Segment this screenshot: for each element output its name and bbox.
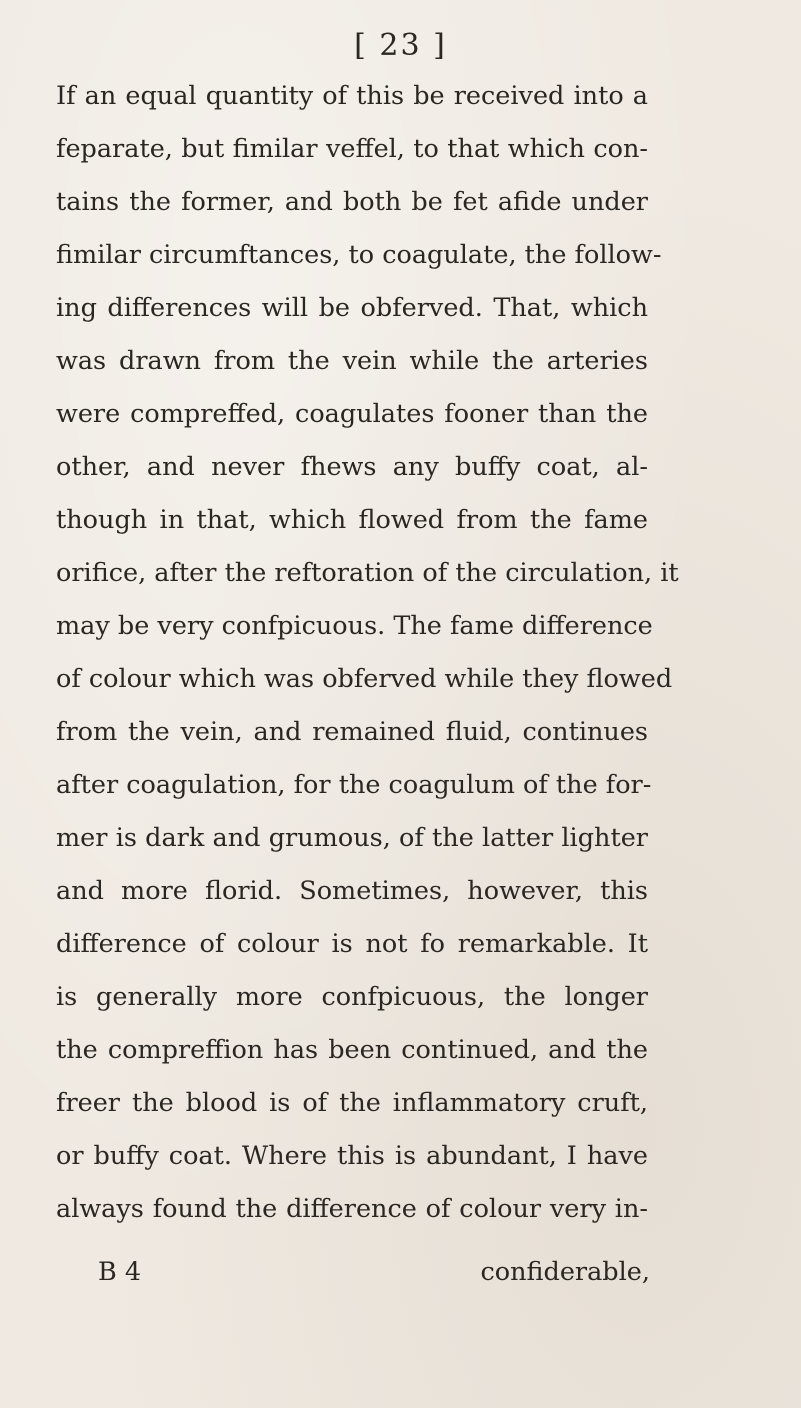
text-line: and more florid. Sometimes, however, this: [56, 876, 648, 906]
text-line: always found the difference of colour very in-: [56, 1194, 648, 1224]
text-line: fimilar circumftances, to coagulate, the follow-: [56, 240, 662, 270]
text-line: was drawn from the vein while the arteries: [56, 346, 648, 376]
text-line: ing differences will be obferved. That, which: [56, 293, 648, 323]
signature-mark: B 4: [98, 1257, 142, 1287]
text-line: feparate, but fimilar veffel, to that which con-: [56, 134, 648, 164]
text-line: after coagulation, for the coagulum of the for-: [56, 770, 652, 800]
text-line: the compreffion has been continued, and the: [56, 1035, 648, 1065]
text-line: other, and never fhews any buffy coat, al-: [56, 452, 648, 482]
text-line: orifice, after the reftoration of the circulation, it: [56, 558, 679, 588]
page-number-header: [ 23 ]: [354, 28, 447, 63]
text-line: If an equal quantity of this be received into a: [56, 81, 648, 111]
text-line: from the vein, and remained fluid, continues: [56, 717, 648, 747]
text-line: is generally more confpicuous, the longer: [56, 982, 648, 1012]
text-line: freer the blood is of the inflammatory cruft,: [56, 1088, 648, 1118]
text-line: difference of colour is not fo remarkable. It: [56, 929, 648, 959]
body-text: [56, 70, 679, 1236]
text-line: mer is dark and grumous, of the latter lighter: [56, 823, 648, 853]
catchword: confiderable,: [480, 1257, 650, 1287]
text-line: tains the former, and both be fet afide under: [56, 187, 648, 217]
page-footer: [98, 1246, 650, 1299]
text-line: of colour which was obferved while they flowed: [56, 664, 673, 694]
text-line: or buffy coat. Where this is abundant, I have: [56, 1141, 648, 1171]
text-line: though in that, which flowed from the fame: [56, 505, 648, 535]
text-line: may be very confpicuous. The fame difference: [56, 611, 653, 641]
text-line: were compreffed, coagulates fooner than the: [56, 399, 648, 429]
